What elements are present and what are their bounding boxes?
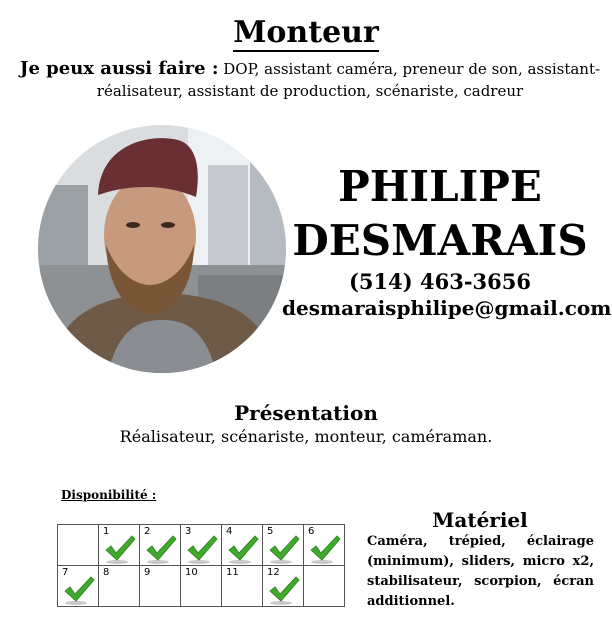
- calendar-day-number: 8: [103, 567, 110, 578]
- calendar-day-number: 1: [103, 526, 110, 537]
- calendar-day-number: 11: [226, 567, 239, 578]
- also-text: DOP, assistant caméra, preneur de son, assistant-réalisateur, assistant de production, scénariste, cadreur: [96, 60, 601, 100]
- calendar-cell: [181, 525, 222, 566]
- checkmark-icon: [267, 531, 301, 565]
- calendar-day-number: 3: [185, 526, 192, 537]
- calendar-cell: [263, 525, 304, 566]
- presentation-text: Réalisateur, scénariste, monteur, caméraman.: [119, 427, 493, 446]
- checkmark-icon: [308, 531, 342, 565]
- calendar-cell: [58, 566, 99, 607]
- calendar-cell: [304, 566, 345, 607]
- first-name: PHILIPE: [338, 162, 542, 211]
- calendar-cell: [140, 566, 181, 607]
- checkmark-icon: [226, 531, 260, 565]
- calendar-cell: [58, 525, 99, 566]
- also-can-do: [18, 58, 602, 102]
- last-name: DESMARAIS: [292, 216, 588, 265]
- availability-label: Disponibilité :: [61, 488, 157, 502]
- calendar-day-number: 10: [185, 567, 198, 578]
- calendar-cell: [263, 566, 304, 607]
- checkmark-icon: [144, 531, 178, 565]
- profile-photo: [38, 125, 286, 373]
- full-name: [292, 160, 588, 268]
- checkmark-icon: [103, 531, 137, 565]
- materiel-title: Matériel: [432, 508, 528, 532]
- calendar-day-number: 7: [62, 567, 69, 578]
- email-address: desmaraisphilipe@gmail.com: [282, 296, 612, 320]
- calendar-day-number: 5: [267, 526, 274, 537]
- calendar-cell: [304, 525, 345, 566]
- calendar-cell: [181, 566, 222, 607]
- calendar-day-number: 9: [144, 567, 151, 578]
- presentation-title: Présentation: [234, 401, 378, 425]
- availability-calendar: [57, 524, 345, 607]
- calendar-cell: [222, 566, 263, 607]
- calendar-day-number: 4: [226, 526, 233, 537]
- calendar-day-number: 12: [267, 567, 280, 578]
- materiel-text: Caméra, trépied, éclairage (minimum), sliders, micro x2, stabilisateur, scorpion, écran additionnel.: [367, 534, 594, 609]
- calendar-day-number: 6: [308, 526, 315, 537]
- checkmark-icon: [62, 572, 96, 606]
- calendar-day-number: 2: [144, 526, 151, 537]
- checkmark-icon: [267, 572, 301, 606]
- phone-number: (514) 463-3656: [348, 269, 532, 294]
- calendar-cell: [140, 525, 181, 566]
- calendar-cell: [222, 525, 263, 566]
- calendar-cell: [99, 566, 140, 607]
- also-label: Je peux aussi faire :: [19, 58, 219, 79]
- calendar-cell: [99, 525, 140, 566]
- checkmark-icon: [185, 531, 219, 565]
- page-title: Monteur: [233, 15, 379, 50]
